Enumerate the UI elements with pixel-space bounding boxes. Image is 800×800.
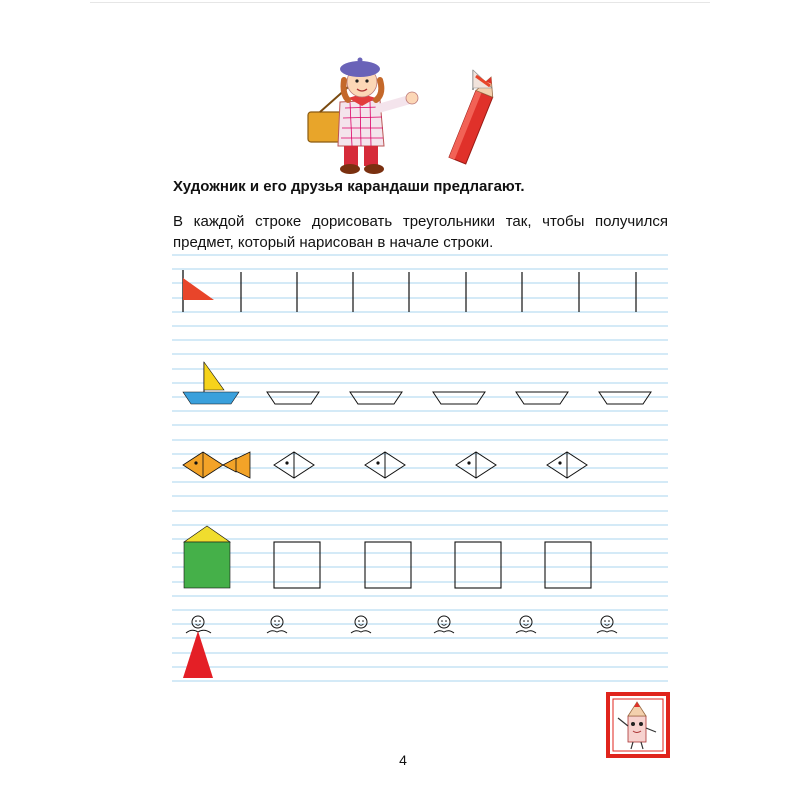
- page-number: 4: [399, 752, 407, 768]
- person-icon: [183, 616, 213, 678]
- flag-pole-blanks[interactable]: [241, 272, 636, 312]
- row-person: [183, 616, 617, 678]
- pencil-mascot-badge: [606, 692, 670, 758]
- task-instruction: В каждой строке дорисовать треугольники так, чтобы получился предмет, который нарисован в начале строки.: [173, 213, 668, 251]
- row-fish: [183, 452, 587, 478]
- row-house: [184, 526, 591, 588]
- row-flag: [183, 270, 636, 312]
- flag-icon: [183, 270, 214, 312]
- house-icon: [184, 526, 230, 588]
- fish-body-blanks[interactable]: [274, 452, 587, 478]
- fish-icon: [183, 452, 250, 478]
- task-heading: Художник и его друзья карандаши предлагают.: [173, 178, 525, 195]
- square-blanks[interactable]: [274, 542, 591, 588]
- hull-blanks[interactable]: [267, 392, 651, 404]
